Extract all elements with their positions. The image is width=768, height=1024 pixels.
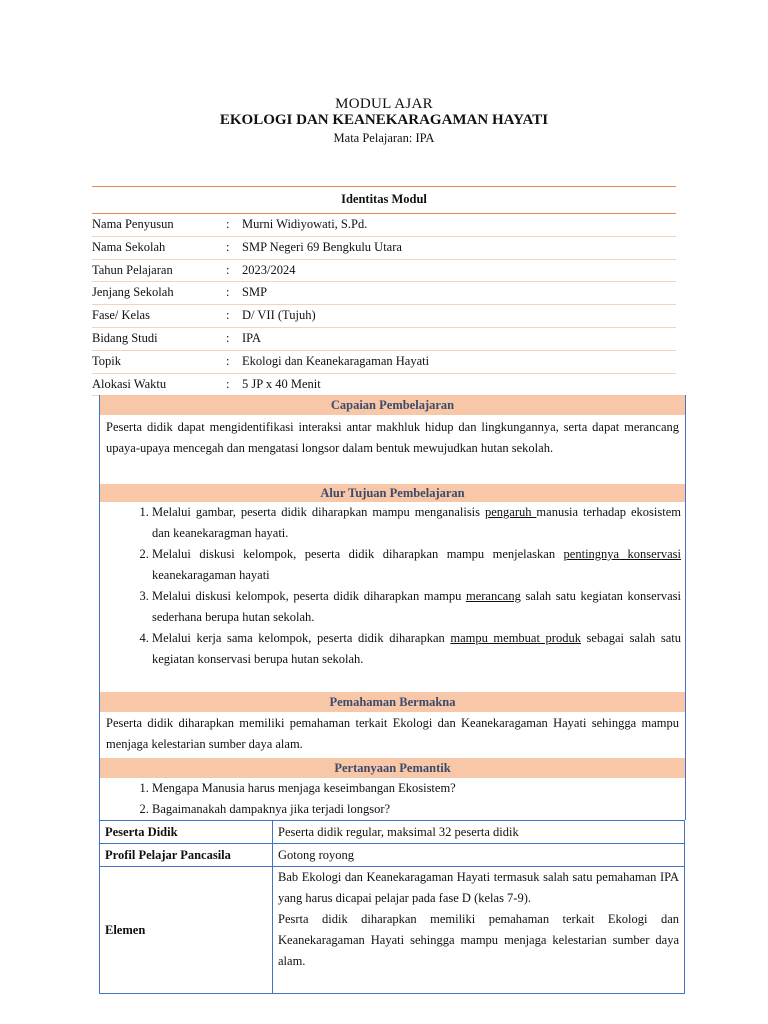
alur-item <box>152 544 681 586</box>
identitas-title: Identitas Modul <box>92 186 676 214</box>
alur-item-underlined: pentingnya konservasi <box>563 547 681 561</box>
identitas-label: Nama Sekolah <box>92 239 166 254</box>
profil-pelajar-label: Profil Pelajar Pancasila <box>100 844 273 867</box>
pertanyaan-section <box>99 758 686 820</box>
identitas-label: Fase/ Kelas <box>92 308 150 323</box>
capaian-section <box>99 395 686 484</box>
identitas-row <box>92 237 676 260</box>
alur-title: Alur Tujuan Pembelajaran <box>100 484 685 502</box>
module-title: EKOLOGI DAN KEANEKARAGAMAN HAYATI <box>219 112 549 128</box>
pertanyaan-item: 1. Mengapa Manusia harus menjaga keseimbangan Ekosistem? <box>152 778 681 799</box>
identitas-value: Ekologi dan Keanekaragaman Hayati <box>242 353 430 368</box>
pertanyaan-item: 2. Bagaimanakah dampaknya jika terjadi longsor? <box>152 799 681 820</box>
alur-item-underlined: mampu membuat produk <box>450 631 581 645</box>
identitas-label: Alokasi Waktu <box>92 376 167 391</box>
identitas-value: 2023/2024 <box>242 262 296 277</box>
identitas-value: Murni Widiyowati, S.Pd. <box>242 217 368 231</box>
identitas-colon: : <box>226 330 230 345</box>
identitas-colon: : <box>226 308 230 323</box>
alur-item <box>152 586 681 628</box>
peserta-didik-label: Peserta Didik <box>100 821 273 844</box>
alur-item-text: salah satu kegiatan konservasi sederhana berupa hutan sekolah. <box>152 589 681 624</box>
identitas-label: Bidang Studi <box>92 330 158 345</box>
module-label: MODUL AJAR <box>335 96 433 112</box>
alur-item-text: sebagai salah satu kegiatan konservasi berupa hutan sekolah. <box>152 631 681 666</box>
profil-pelajar-value: Gotong royong <box>273 844 685 867</box>
alur-item-text: Melalui gambar, peserta didik diharapkan mampu menganalisis <box>152 505 485 519</box>
alur-item-text: Melalui kerja sama kelompok, peserta didik diharapkan <box>152 631 451 645</box>
identitas-row <box>92 374 676 397</box>
identitas-colon: : <box>226 376 230 391</box>
elemen-label: Elemen <box>100 867 273 994</box>
alur-item-underlined: pengaruh <box>484 505 537 519</box>
peserta-didik-value: Peserta didik regular, maksimal 32 peserta didik <box>273 821 685 844</box>
identitas-value: SMP Negeri 69 Bengkulu Utara <box>242 239 402 254</box>
pertanyaan-title: Pertanyaan Pemantik <box>100 758 685 778</box>
identitas-row <box>92 214 676 237</box>
elemen-table <box>99 866 685 994</box>
alur-item <box>152 628 681 670</box>
pemahaman-text: Peserta didik diharapkan memiliki pemahaman terkait Ekologi dan Keanekaragaman Hayati sehingga mampu menjaga kelestarian sumber daya alam. <box>106 716 679 751</box>
identitas-colon: : <box>226 217 230 231</box>
identitas-row <box>92 328 676 351</box>
pemahaman-section <box>99 692 686 758</box>
identitas-value: IPA <box>242 330 261 345</box>
alur-item-underlined: merancang <box>466 589 521 603</box>
identitas-row <box>92 351 676 374</box>
table-row <box>100 867 685 994</box>
identitas-row <box>92 282 676 305</box>
capaian-text: Peserta didik dapat mengidentifikasi interaksi antar makhluk hidup dan lingkungannya, serta dapat merancang upaya-upaya mencegah dan mengatasi longsor dalam bentuk mewujudkan hutan sekolah. <box>106 420 679 455</box>
alur-list <box>100 502 685 670</box>
identitas-row <box>92 260 676 283</box>
identitas-row <box>92 305 676 328</box>
identitas-colon: : <box>226 239 230 254</box>
alur-item <box>152 502 681 544</box>
elemen-paragraph-1: Bab Ekologi dan Keanekaragaman Hayati termasuk salah satu pemahaman IPA yang harus dicapai pelajar pada fase D (kelas 7-9). <box>278 870 679 905</box>
identitas-label: Jenjang Sekolah <box>92 285 174 300</box>
identitas-label: Topik <box>92 353 121 368</box>
table-row <box>100 844 685 867</box>
pemahaman-title: Pemahaman Bermakna <box>100 692 685 712</box>
alur-item-text: manusia terhadap ekosistem dan keanekaragman hayati. <box>152 505 681 540</box>
identitas-colon: : <box>226 262 230 277</box>
alur-item-text: Melalui diskusi kelompok, peserta didik diharapkan mampu <box>152 589 466 603</box>
identitas-value: D/ VII (Tujuh) <box>242 308 316 323</box>
pertanyaan-list <box>100 778 685 820</box>
identitas-value: SMP <box>242 285 268 300</box>
identitas-value: 5 JP x 40 Menit <box>242 376 321 391</box>
identitas-colon: : <box>226 285 230 300</box>
table-row <box>100 821 685 844</box>
subject-line: Mata Pelajaran: IPA <box>333 131 435 145</box>
identitas-colon: : <box>226 353 230 368</box>
alur-item-text: keanekaragaman hayati <box>152 568 270 582</box>
elemen-paragraph-2: Pesrta didik diharapkan memiliki pemahaman terkait Ekologi dan Keanekaragaman Hayati sehingga mampu menjaga kelestarian sumber daya alam. <box>278 912 679 968</box>
alur-section <box>99 484 686 692</box>
identitas-label: Tahun Pelajaran <box>92 262 173 277</box>
alur-item-text: Melalui diskusi kelompok, peserta didik diharapkan mampu menjelaskan <box>152 547 564 561</box>
elemen-value <box>273 867 685 994</box>
info-table <box>99 820 685 867</box>
identitas-label: Nama Penyusun <box>92 217 174 231</box>
identitas-table <box>92 186 676 396</box>
capaian-title: Capaian Pembelajaran <box>100 395 685 415</box>
